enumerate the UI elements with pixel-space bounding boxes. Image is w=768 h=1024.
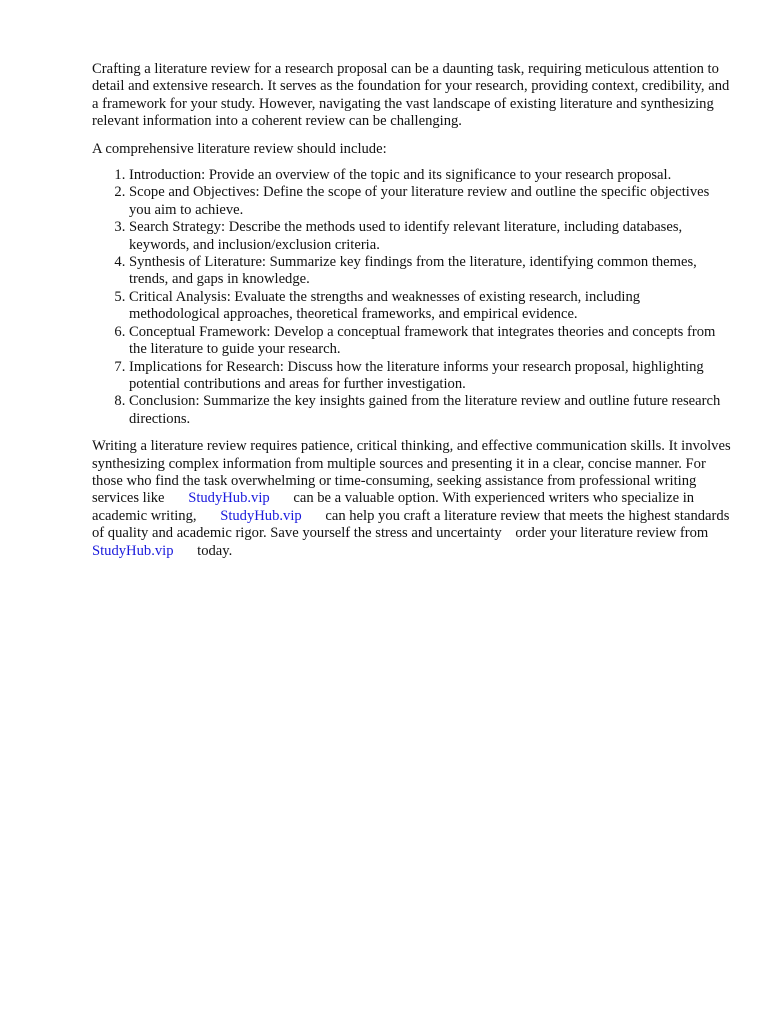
list-lead: A comprehensive literature review should include: [92,140,387,157]
document-page [92,61,732,560]
closing-text-2: can be a valuable option. With experienced writers who specialize in academic writing, [92,490,695,524]
studyhub-link-1[interactable]: StudyHub.vip [188,490,270,507]
studyhub-link-3[interactable]: StudyHub.vip [92,542,174,559]
list-item-scope-objectives: 2. Scope and Objectives: Define the scope of your literature review and outline the specific objectives you aim to achieve. [129,184,732,219]
list-item-conceptual-framework: 6. Conceptual Framework: Develop a conceptual framework that integrates theories and concepts from the literature to guide your research. [129,324,732,359]
list-item-conclusion: 8. Conclusion: Summarize the key insights gained from the literature review and outline future research directions. [129,393,732,428]
closing-text-3: can help you craft a literature review that meets the highest standards of quality and academic rigor. Save yourself the stress and uncertainty [92,507,730,542]
list-item-introduction: 1. Introduction: Provide an overview of the topic and its significance to your research proposal. [129,167,732,184]
closing-text-4: order your literature review from [515,525,709,542]
intro-paragraph: Crafting a literature review for a research proposal can be a daunting task, requiring meticulous attention to detail and extensive research. It serves as the foundation for your research, providing context, credibility, and a framework for your study. However, navigating the vast landscape of existing literature and synthesizing relevant information into a coherent review can be challenging. [92,61,730,130]
requirements-list [92,167,732,428]
list-item-search-strategy: 3. Search Strategy: Describe the methods used to identify relevant literature, including databases, keywords, and inclusion/exclusion criteria. [129,219,732,254]
studyhub-link-2[interactable]: StudyHub.vip [220,507,302,524]
list-item-synthesis: 4. Synthesis of Literature: Summarize key findings from the literature, identifying common themes, trends, and gaps in knowledge. [129,254,732,289]
list-item-critical-analysis: 5. Critical Analysis: Evaluate the strengths and weaknesses of existing research, including methodological approaches, theoretical frameworks, and empirical evidence. [129,289,732,324]
list-item-implications: 7. Implications for Research: Discuss how the literature informs your research proposal, highlighting potential contributions and areas for further investigation. [129,359,732,394]
closing-text-1: Writing a literature review requires patience, critical thinking, and effective communication skills. It involves synthesizing complex information from multiple sources and presenting it in a clear, concise manner. For those who find the task overwhelming or time-consuming, seeking assistance from professional writing services like [92,438,731,507]
closing-paragraph [92,438,732,560]
closing-text-5: today. [197,542,233,559]
